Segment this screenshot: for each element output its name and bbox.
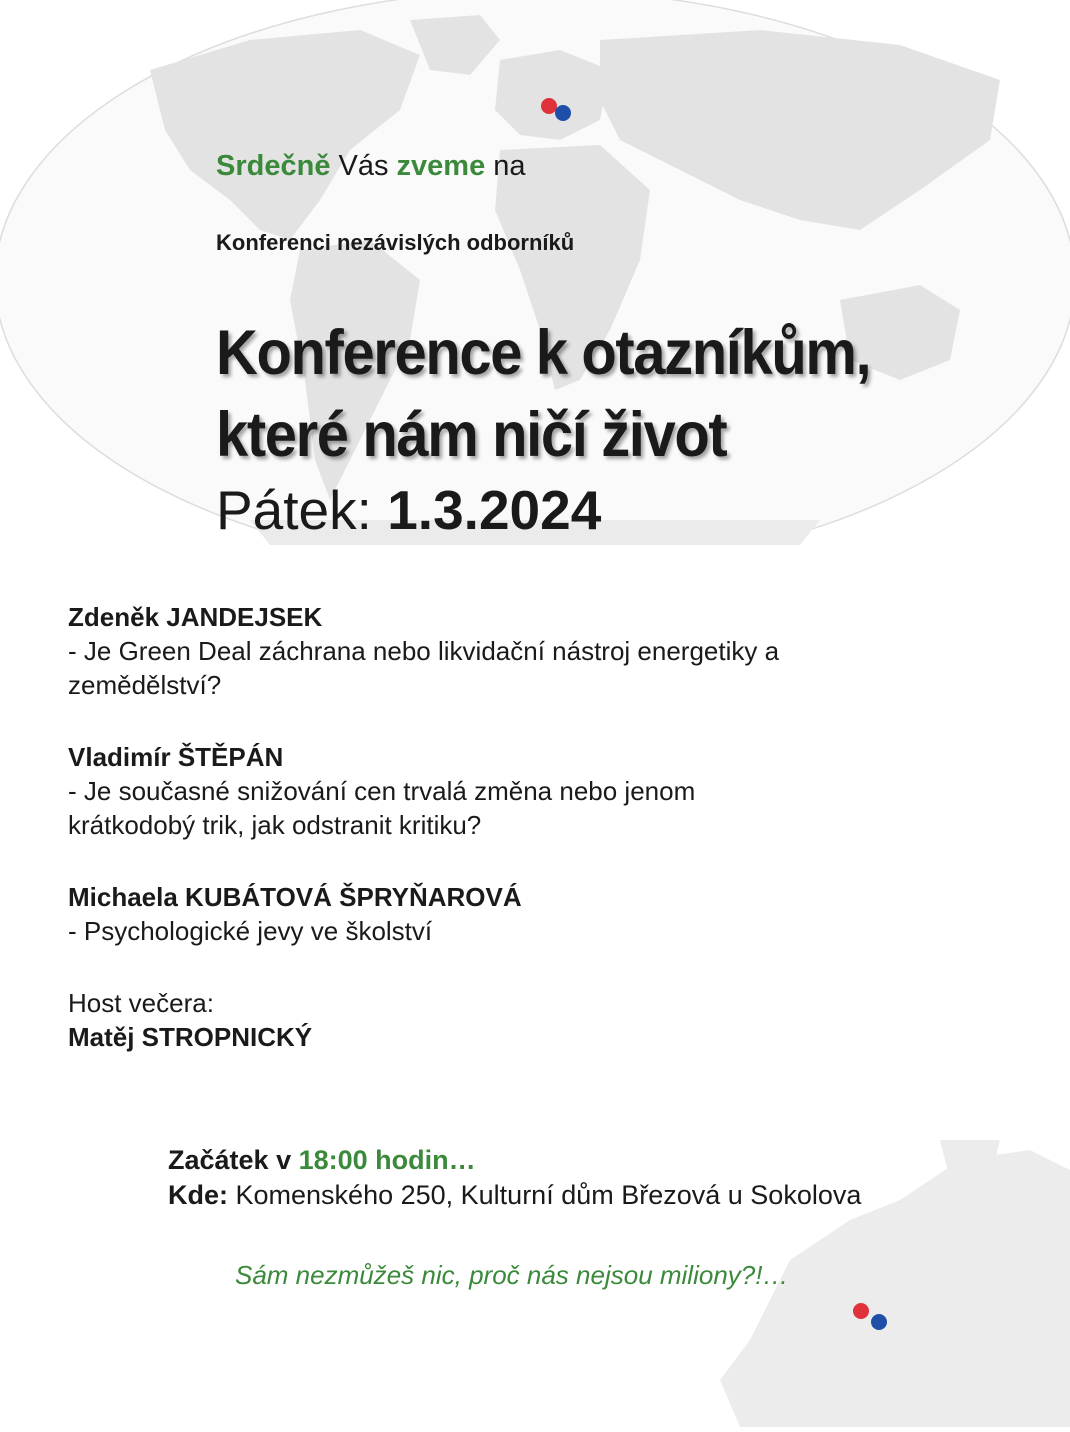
page-title [216, 312, 870, 476]
speaker-name: Zdeněk JANDEJSEK [68, 602, 323, 632]
speaker-topic: - Psychologické jevy ve školství [68, 916, 433, 946]
start-time: 18:00 hodin… [298, 1145, 476, 1175]
subtitle: Konferenci nezávislých odborníků [216, 230, 575, 255]
invite-word-srdecne: Srdečně [216, 150, 331, 182]
headline-line-2: které nám ničí život [216, 400, 727, 470]
host-label: Host večera: [68, 988, 214, 1018]
speaker-item [68, 600, 868, 702]
speaker-name: Vladimír ŠTĚPÁN [68, 742, 284, 772]
invitation-line [216, 150, 526, 183]
speaker-name: Michaela KUBÁTOVÁ ŠPRYŇAROVÁ [68, 882, 522, 912]
speaker-item [68, 740, 868, 842]
speakers-list [68, 600, 868, 1054]
where-value: Komenského 250, Kulturní dům Březová u Sokolova [228, 1180, 862, 1210]
headline-line-1: Konference k otazníkům, [216, 318, 871, 388]
invite-word-zveme: zveme [396, 150, 486, 182]
date-label: Pátek: [216, 479, 388, 541]
location-row [168, 1178, 861, 1213]
start-label: Začátek v [168, 1145, 299, 1175]
start-time-row [168, 1143, 861, 1178]
speaker-topic: - Je současné snižování cen trvalá změna nebo jenom krátkodobý trik, jak odstranit kritiku? [68, 776, 696, 840]
host-block [68, 986, 868, 1054]
invite-word-na: na [485, 150, 526, 182]
speaker-item [68, 880, 868, 948]
event-date [216, 478, 601, 542]
where-label: Kde: [168, 1180, 228, 1210]
speaker-topic: - Je Green Deal záchrana nebo likvidační nástroj energetiky a zemědělství? [68, 636, 780, 700]
host-name: Matěj STROPNICKÝ [68, 1022, 313, 1052]
event-info [168, 1143, 861, 1213]
blue-dot-icon [555, 105, 571, 121]
date-value: 1.3.2024 [387, 479, 602, 541]
motto: Sám nezmůžeš nic, proč nás nejsou miliony?!… [235, 1260, 789, 1290]
blue-dot-icon [871, 1314, 887, 1330]
invite-word-vas: Vás [330, 150, 397, 182]
red-dot-icon [853, 1303, 869, 1319]
